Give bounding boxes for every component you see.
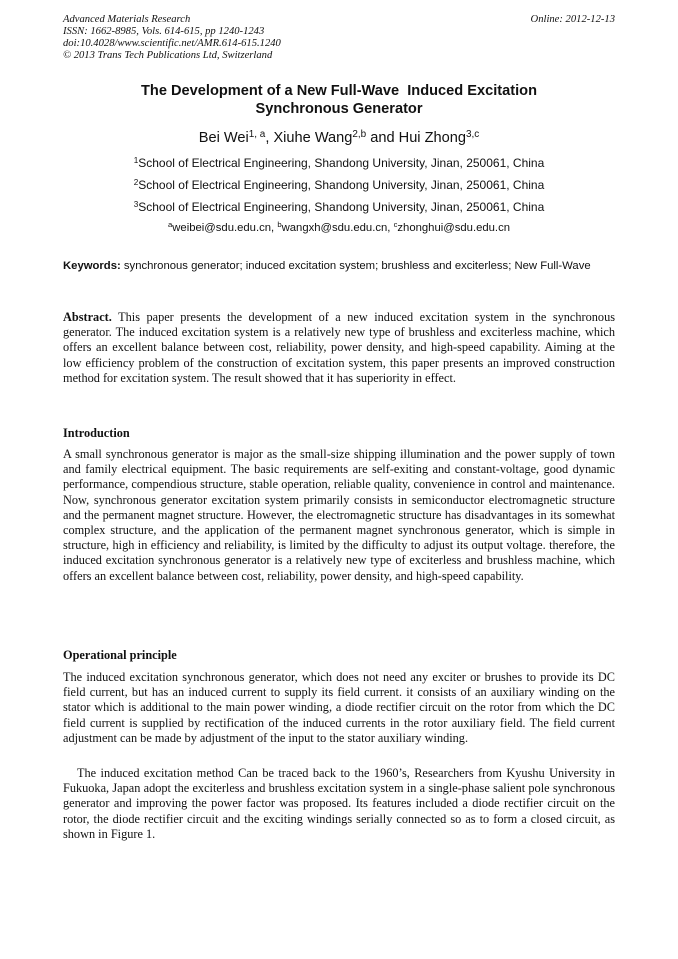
author-separator: and [366, 130, 399, 146]
author-marker: 2,b [352, 129, 367, 141]
paper-title [63, 82, 615, 118]
keywords-text: synchronous generator; induced excitation system; brushless and exciterless; New Full-Wave [120, 260, 591, 272]
keywords-label: Keywords: [63, 260, 121, 272]
keywords-block [63, 260, 615, 274]
affiliation-text: School of Electrical Engineering, Shandong University, Jinan, 250061, China [138, 178, 545, 192]
affiliation-number: 3 [133, 199, 139, 209]
affiliation-3 [63, 200, 615, 214]
operational-paragraph-2: The induced excitation method Can be traced back to the 1960’s, Researchers from Kyushu University in Fukuoka, Japan adopt the exciterless and brushless excitation system in a single-phase salient pole synchronous generator and improving the power factor was proposed. Its features included a diode rectifier circuit on the rotor, the diode rectifier circuit and the exciting windings serially connected so as to form a closed circuit, as shown in Figure 1. [63, 766, 615, 841]
email-marker: a [167, 220, 173, 230]
issn-line: ISSN: 1662-8985, Vols. 614-615, pp 1240-1243 [63, 26, 265, 37]
affiliation-text: School of Electrical Engineering, Shandong University, Jinan, 250061, China [138, 200, 545, 214]
author-name: Hui Zhong [398, 130, 466, 146]
email-address: weibei@sdu.edu.cn, [172, 222, 278, 234]
author-list [63, 130, 615, 146]
author-marker: 3,c [466, 129, 480, 141]
affiliation-text: School of Electrical Engineering, Shandong University, Jinan, 250061, China [138, 156, 545, 170]
author-separator: , [265, 130, 274, 146]
author-name: Xiuhe Wang [273, 130, 353, 146]
journal-name: Advanced Materials Research [63, 14, 191, 25]
operational-principle-heading: Operational principle [63, 648, 177, 662]
copyright-line: © 2013 Trans Tech Publications Ltd, Switzerland [63, 50, 273, 61]
author-marker: 1, a [248, 129, 266, 141]
operational-paragraph-1: The induced excitation synchronous generator, which does not need any exciter or brushes to provide its DC field current, but has an induced current to supply its field current. it consists of an auxiliary winding on the stator which is additional to the main power winding, a diode rectifier circuit on the rotor from which the DC field current is supplied by rectification of the induced currents in the rotor auxiliary field. The field current adjustment can be made by adjustment of the input to the stator auxiliary winding. [63, 670, 615, 745]
author-name: Bei Wei [198, 130, 249, 146]
doi-line: doi:10.4028/www.scientific.net/AMR.614-615.1240 [63, 38, 281, 49]
email-address: wangxh@sdu.edu.cn, [281, 222, 394, 234]
introduction-heading: Introduction [63, 426, 130, 440]
title-line-2: Synchronous Generator [255, 101, 423, 117]
email-list [63, 222, 615, 234]
abstract-label: Abstract. [63, 310, 112, 324]
affiliation-number: 1 [133, 155, 139, 165]
email-address: zhonghui@sdu.edu.cn [397, 222, 511, 234]
email-marker: c [393, 220, 398, 230]
abstract-paragraph [63, 310, 615, 386]
email-marker: b [277, 220, 282, 230]
journal-header [63, 14, 281, 62]
affiliation-1 [63, 156, 615, 170]
affiliation-number: 2 [133, 177, 139, 187]
affiliation-2 [63, 178, 615, 192]
online-date: Online: 2012-12-13 [530, 14, 615, 25]
introduction-paragraph: A small synchronous generator is major as the small-size shipping illumination and the power supply of town and family electrical equipment. The basic requirements are self-exiting and constant-voltage, good dynamic performance, compendious structure, stable operation, reliable quality, convenience in control and maintenance. Now, synchronous generator excitation system primarily consists in semiconductor electromagnetic structure and the permanent magnet structure. However, the electromagnetic structure has disadvantages in its somewhat complex structure, and the application of the permanent magnet synchronous generator, which is simple in structure, high in efficiency and reliability, is limited by the difficulty to adjust its output voltage. therefore, the induced excitation synchronous generator is a relatively new type of exciterless and brushless machine, which offers an excellent balance between cost, reliability, power density, and high-speed capability. [63, 447, 615, 583]
title-line-1: The Development of a New Full-Wave Induced Excitation [141, 83, 537, 99]
abstract-text: This paper presents the development of a new induced excitation system in the synchronous generator. The induced excitation system is a relatively new type of brushless and exciterless machine, which offers an excellent balance between cost, reliability, power density, and high-speed capability. Aiming at the low efficiency problem of the construction of excitation system, this paper presents an improved construction method for excitation system. The result showed that it has superiority in effect. [63, 310, 615, 385]
